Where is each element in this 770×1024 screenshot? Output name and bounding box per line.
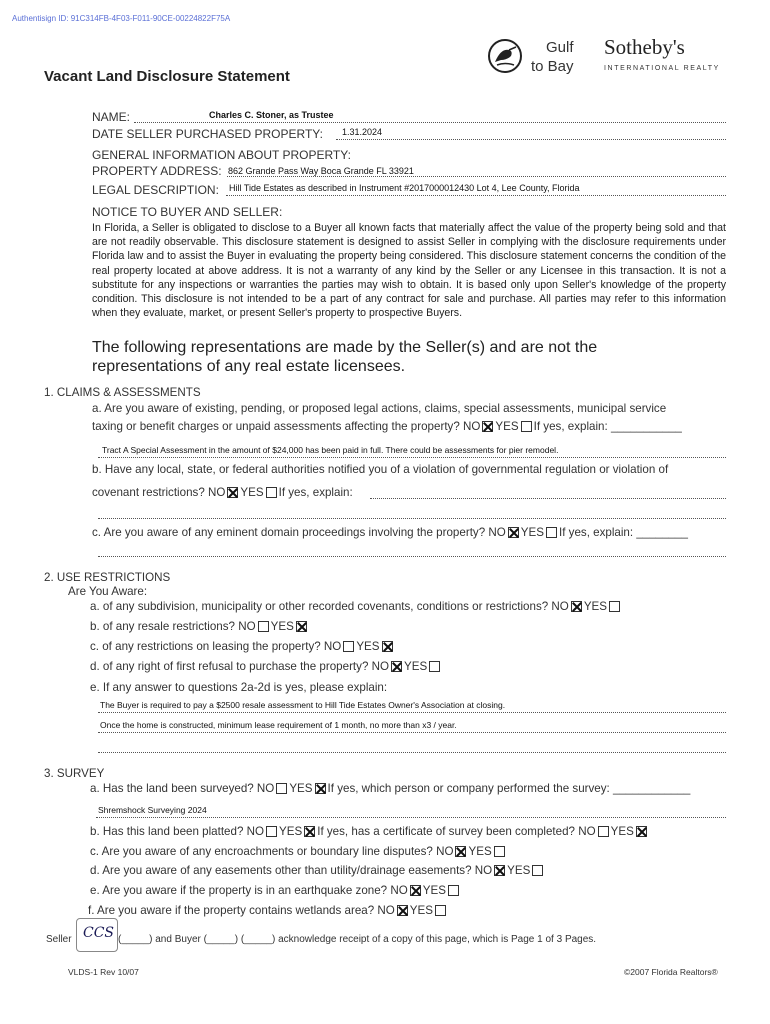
q3f-yes-checkbox[interactable] [435,905,446,916]
q3f-no-checkbox[interactable] [397,905,408,916]
q2c-yes-label: YES [356,640,380,653]
q3a-text: a. Has the land been surveyed? NO [90,782,275,795]
q2d-yes-label: YES [404,660,428,673]
notice-heading: NOTICE TO BUYER AND SELLER: [92,205,283,219]
q3a-yes-label: YES [289,782,313,795]
q1c-no-checkbox[interactable] [508,527,519,538]
notice-body: In Florida, a Seller is obligated to disclose to a Buyer all known facts that materially affect the value of the property being sold and that are not readily observable. This disclosure statement is designed to assist Seller in complying with the disclosure requirements under Florida law and to assist the Buyer in evaluating the property being considered. This disclosure statement concerns the condition of the real property located at above address. It is not a warranty of any kind by the Seller or any Licensee in this transaction. It is not a substitute for any inspections or warranties the parties may wish to obtain. It is based only upon Seller's knowledge of the property condition. This disclosure is not intended to be a part of any contract for sale and purchase. All parties may refer to this information when they evaluate, market, or present Seller's property to prospective Buyers. [92,222,726,320]
q1a-line-1: a. Are you aware of existing, pending, or proposed legal actions, claims, special assessments, municipal service [92,402,667,415]
q3b-line [90,825,649,838]
section-2-sub: Are You Aware: [68,585,148,598]
q2b-text: b. of any resale restrictions? NO [90,620,256,633]
q1c-prefix: c. [92,526,102,539]
q3a-no-checkbox[interactable] [276,783,287,794]
q3d-yes-checkbox[interactable] [532,865,543,876]
sothebys-intl-text: INTERNATIONAL REALTY [604,65,720,72]
q3b-yes-checkbox[interactable] [304,826,315,837]
q3b-if-yes: If yes, has a certificate of survey been completed? NO [317,825,596,838]
general-info-label: GENERAL INFORMATION ABOUT PROPERTY: [92,148,351,162]
q1a-answer[interactable]: Tract A Special Assessment in the amount of $24,000 has been paid in full. There could be assessments for pier remodel. [102,445,559,455]
name-value[interactable]: Charles C. Stoner, as Trustee [209,110,334,120]
representations-line-1: The following representations are made by the Seller(s) and are not the [92,339,598,356]
q2d-yes-checkbox[interactable] [429,661,440,672]
q3c-no-checkbox[interactable] [455,846,466,857]
q3e-line [90,884,461,897]
q1c-line [92,526,688,539]
q3b-cert-no-checkbox[interactable] [598,826,609,837]
authentisign-id: Authentisign ID: 91C314FB-4F03-F011-90CE-00224822F75A [12,14,231,23]
section-1-heading: 1. CLAIMS & ASSESSMENTS [44,386,201,399]
q2c-text: c. of any restrictions on leasing the property? NO [90,640,342,653]
q1a-if-yes: If yes, explain: ___________ [533,420,682,433]
q2c-line [90,640,395,653]
name-label: NAME: [92,110,131,124]
q1a-text: taxing or benefit charges or unpaid assessments affecting the property? NO [92,420,481,433]
q1a-line-2 [92,420,682,433]
gulf-to-bay-logo-icon [487,38,523,79]
q3d-line [90,864,545,877]
ack-text: (_____) and Buyer (_____) (_____) acknowledge receipt of a copy of this page, which is Page 1 of 3 Pages. [118,934,597,945]
q1b-no-checkbox[interactable] [227,487,238,498]
q3c-yes-label: YES [468,845,492,858]
q1a-no-checkbox[interactable] [482,421,493,432]
q2c-yes-checkbox[interactable] [382,641,393,652]
section-3-heading: 3. SURVEY [44,767,105,780]
q3c-yes-checkbox[interactable] [494,846,505,857]
q3b-no-checkbox[interactable] [266,826,277,837]
q3a-line [90,782,690,795]
q3b-yes-label: YES [279,825,303,838]
q2a-yes-label: YES [583,600,608,613]
q2a-text: a. of any subdivision, municipality or other recorded covenants, conditions or restrictions? NO [90,600,569,613]
page-title: Vacant Land Disclosure Statement [44,68,290,85]
seller-initials-signature: CCS [83,925,115,941]
q2b-no-checkbox[interactable] [258,621,269,632]
q2b-yes-label: YES [270,620,294,633]
q1a-yes-label: YES [495,420,519,433]
q2a-yes-checkbox[interactable] [609,601,620,612]
q1b-text: covenant restrictions? NO [92,486,226,499]
q3e-yes-label: YES [422,884,446,897]
gulf-logo-text-2: to Bay [531,58,574,75]
q2b-yes-checkbox[interactable] [296,621,307,632]
q2a-no-checkbox[interactable] [571,601,582,612]
q3d-no-checkbox[interactable] [494,865,505,876]
q3d-text: d. Are you aware of any easements other than utility/drainage easements? NO [90,864,493,877]
q3a-if-yes: If yes, which person or company performed the survey: ____________ [327,782,691,795]
legal-label: LEGAL DESCRIPTION: [92,183,219,197]
q3b-cert-yes-checkbox[interactable] [636,826,647,837]
address-value[interactable]: 862 Grande Pass Way Boca Grande FL 33921 [228,166,414,176]
q3e-text: e. Are you aware if the property is in an earthquake zone? NO [90,884,408,897]
date-label: DATE SELLER PURCHASED PROPERTY: [92,127,323,141]
q3f-line [88,904,448,917]
q3c-text: c. Are you aware of any encroachments or boundary line disputes? NO [90,845,454,858]
section-2-heading: 2. USE RESTRICTIONS [44,571,171,584]
q2a-line [90,600,622,613]
representations-line-2: representations of any real estate licensees. [92,358,406,375]
q2c-no-checkbox[interactable] [343,641,354,652]
q2e-line: e. If any answer to questions 2a-2d is yes, please explain: [90,681,388,694]
q3f-text: Are you aware if the property contains wetlands area? NO [97,904,395,917]
q3b-cert-yes-label: YES [610,825,634,838]
q1c-yes-checkbox[interactable] [546,527,557,538]
q1c-if-yes: If yes, explain: ________ [558,526,688,539]
q1b-line-1: b. Have any local, state, or federal authorities notified you of a violation of governmental regulation or violation of [92,463,669,476]
q3e-yes-checkbox[interactable] [448,885,459,896]
q1b-if-yes: If yes, explain: [278,486,353,499]
gulf-logo-text-1: Gulf [546,39,574,56]
ack-seller-label: Seller [46,934,72,945]
q1c-yes-label: YES [520,526,544,539]
q2b-line [90,620,309,633]
q2e-answer-1[interactable]: The Buyer is required to pay a $2500 resale assessment to Hill Tide Estates Owner's Association at closing. [100,700,506,710]
q3a-answer[interactable]: Shremshock Surveying 2024 [98,805,207,815]
q2d-no-checkbox[interactable] [391,661,402,672]
q2e-answer-2[interactable]: Once the home is constructed, minimum lease requirement of 1 month, no more than x3 / year. [100,720,457,730]
q3b-text: b. Has this land been platted? NO [90,825,265,838]
q1a-yes-checkbox[interactable] [521,421,532,432]
q1b-yes-checkbox[interactable] [266,487,277,498]
legal-value[interactable]: Hill Tide Estates as described in Instrument #2017000012430 Lot 4, Lee County, Florida [229,183,580,193]
date-value[interactable]: 1.31.2024 [342,127,383,137]
q3f-yes-label: YES [409,904,433,917]
q1c-text: Are you aware of any eminent domain proceedings involving the property? NO [103,526,506,539]
q1b-line-2 [92,486,353,499]
q3c-line [90,845,507,858]
q3e-no-checkbox[interactable] [410,885,421,896]
q2d-line [90,660,442,673]
q2d-text: d. of any right of first refusal to purchase the property? NO [90,660,390,673]
q3a-yes-checkbox[interactable] [315,783,326,794]
seller-initials-box[interactable] [76,918,118,952]
sothebys-logo: Sotheby's [604,35,685,59]
q3d-yes-label: YES [507,864,531,877]
copyright: ©2007 Florida Realtors® [624,967,718,977]
q3f-prefix: f. [88,904,95,917]
address-label: PROPERTY ADDRESS: [92,164,222,178]
q1b-yes-label: YES [240,486,264,499]
form-number: VLDS-1 Rev 10/07 [68,967,139,977]
